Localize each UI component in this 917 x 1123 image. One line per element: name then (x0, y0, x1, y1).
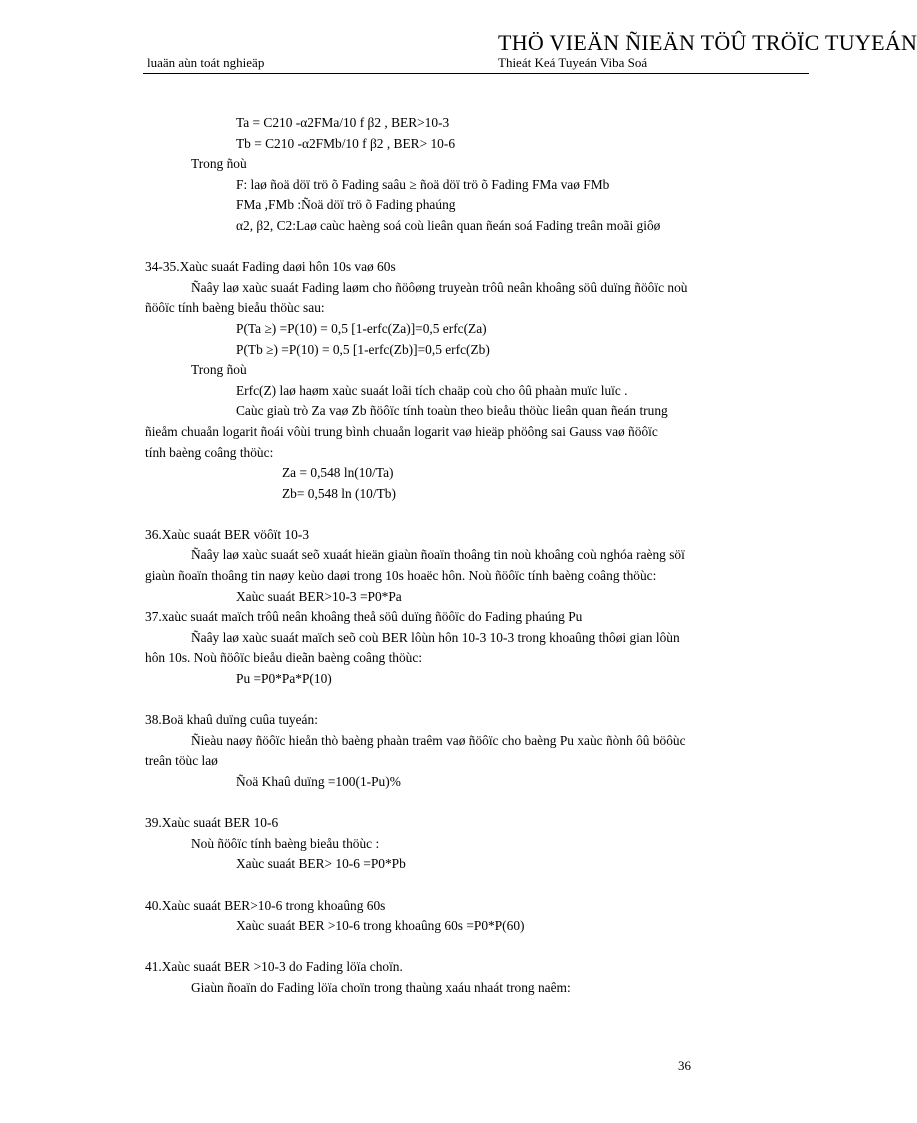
running-header-left: luaän aùn toát nghieäp (147, 55, 265, 70)
text-line: Ta = C210 -α2FMa/10 f β2 , BER>10-3 (236, 115, 450, 130)
formula-line: Ñoä Khaû duïng =100(1-Pu)% (236, 774, 401, 789)
library-brand-header: THÖ VIEÄN ÑIEÄN TÖÛ TRÖÏC TUYEÁN (498, 30, 917, 55)
formula-line: Xaùc suaát BER >10-6 trong khoaûng 60s =P0*P(60) (236, 918, 525, 934)
formula-line: Zb= 0,548 ln (10/Tb) (282, 485, 396, 501)
formula-line: P(Tb ≥) =P(10) = 0,5 [1-erfc(Zb)]=0,5 erfc(Zb) (236, 341, 490, 357)
text-line: α2, β2, C2:Laø caùc haèng soá coù lieân quan ñeán soá Fading treân moãi giôø (236, 217, 661, 233)
text-line: Ñieàu naøy ñöôïc hieån thò baèng phaàn traêm vaø ñöôïc cho baèng Pu xaùc ñònh ôû böôùc (191, 732, 686, 748)
text-line: giaùn ñoaïn thoâng tin naøy keùo daøi trong 10s hoaëc hôn. Noù ñöôïc tính baèng coâng thöùc: (145, 568, 657, 584)
text-line: treân töùc laø (145, 753, 218, 769)
text-line (145, 504, 697, 525)
text-line (145, 937, 697, 958)
text-line: Caùc giaù trò Za vaø Zb ñöôïc tính toaùn theo bieåu thöùc lieân quan ñeán trung (236, 403, 668, 419)
text-line: hôn 10s. Noù ñöôïc bieåu dieãn baèng coâng thöùc: (145, 650, 423, 666)
text-line: tính baèng coâng thöùc: (145, 444, 274, 460)
text-line: FMa ,FMb :Ñoä döï trö õ Fading phaúng (236, 197, 456, 213)
text-line: Giaùn ñoaïn do Fading löïa choïn trong thaùng xaáu nhaát trong naêm: (191, 979, 571, 995)
text-line: Erfc(Z) laø haøm xaùc suaát loãi tích chaäp coù cho ôû phaàn muïc luïc . (236, 382, 628, 398)
running-header-right: Thieát Keá Tuyeán Viba Soá (498, 55, 648, 70)
formula-line: Za = 0,548 ln(10/Ta) (282, 465, 394, 481)
text-line: ñieåm chuaån logarit ñoái vôùi trung bình chuaån logarit vaø hieäp phöông sai Gauss vaø ñöôïc (145, 423, 658, 439)
document-body (145, 113, 697, 999)
section-heading: 40.Xaùc suaát BER>10-6 trong khoaûng 60s (145, 897, 386, 913)
section-heading: 39.Xaùc suaát BER 10-6 (145, 815, 279, 831)
text-line (145, 237, 697, 258)
text-line: F: laø ñoä döï trö õ Fading saâu ≥ ñoä döï trö õ Fading FMa vaø FMb (236, 176, 610, 192)
section-heading: 36.Xaùc suaát BER vöôït 10-3 (145, 526, 310, 542)
section-heading: 37.xaùc suaát maïch trôû neân khoâng theå söû duïng ñöôïc do Fading phaúng Pu (145, 609, 583, 625)
text-line: Noù ñöôïc tính baèng bieåu thöùc : (191, 835, 380, 851)
text-line: Trong ñoù (191, 362, 247, 378)
formula-line: Xaùc suaát BER> 10-6 =P0*Pb (236, 856, 406, 872)
text-line: Ñaây laø xaùc suaát maïch seõ coù BER lôùn hôn 10-3 10-3 trong khoaûng thôøi gian lôùn (191, 629, 680, 645)
text-line (145, 793, 697, 814)
text-line: Ñaây laø xaùc suaát seõ xuaát hieän giaùn ñoaïn thoâng tin noù khoâng coù nghóa raèng söï (191, 547, 685, 563)
formula-line: P(Ta ≥) =P(10) = 0,5 [1-erfc(Za)]=0,5 erfc(Za) (236, 320, 487, 336)
header-divider (143, 73, 809, 74)
formula-line: Pu =P0*Pa*P(10) (236, 671, 332, 687)
section-heading: 41.Xaùc suaát BER >10-3 do Fading löïa choïn. (145, 959, 403, 975)
section-heading: 34-35.Xaùc suaát Fading daøi hôn 10s vaø 60s (145, 259, 396, 275)
text-line: Ñaây laø xaùc suaát Fading laøm cho ñöôøng truyeàn trôû neân khoâng söû duïng ñöôïc noù (191, 279, 688, 295)
text-line: Trong ñoù (191, 156, 247, 172)
text-line: ñöôïc tính baèng bieåu thöùc sau: (145, 300, 325, 316)
formula-line: Xaùc suaát BER>10-3 =P0*Pa (236, 588, 402, 604)
page-number: 36 (678, 1058, 691, 1073)
text-line (145, 875, 697, 896)
text-line (145, 690, 697, 711)
text-line: Tb = C210 -α2FMb/10 f β2 , BER> 10-6 (236, 135, 456, 151)
section-heading: 38.Boä khaû duïng cuûa tuyeán: (145, 712, 318, 728)
